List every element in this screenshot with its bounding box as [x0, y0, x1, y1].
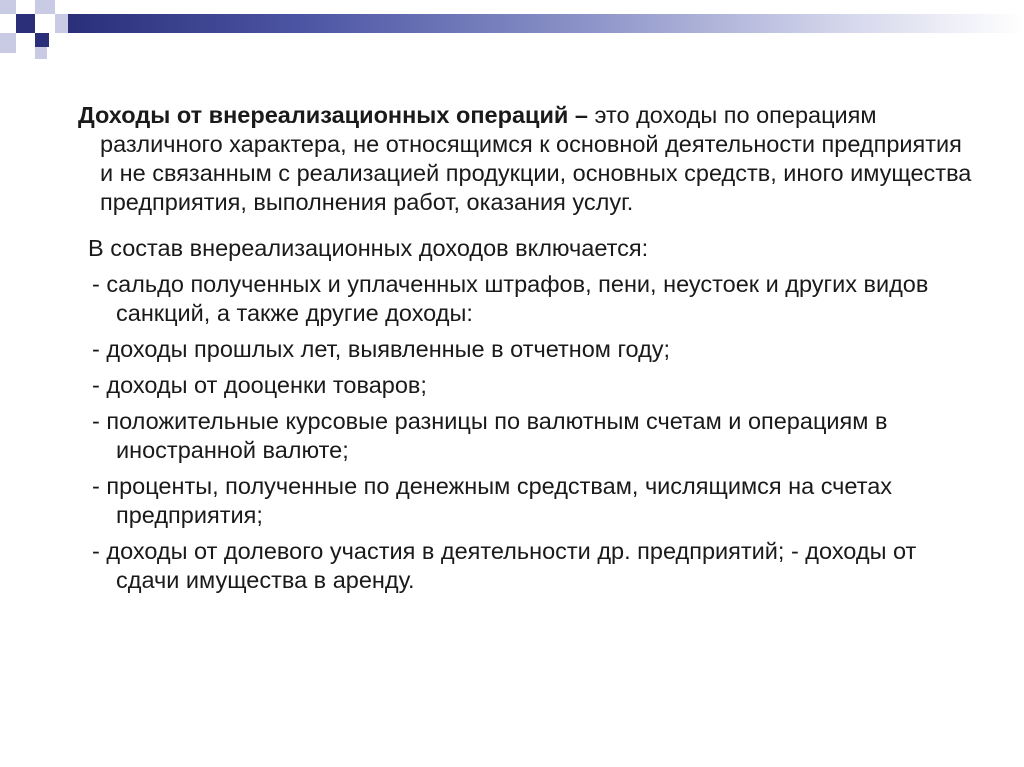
decor-square-light-3: [0, 33, 16, 53]
header-decoration: [0, 0, 1024, 70]
list-item: - положительные курсовые разницы по валютным счетам и операциям в иностранной валюте;: [92, 408, 888, 463]
list-item: - доходы прошлых лет, выявленные в отчетном году;: [92, 336, 671, 362]
list-item: - сальдо полученных и уплаченных штрафов, пени, неустоек и других видов санкций, а также другие доходы:: [92, 271, 929, 326]
list-item: - доходы от долевого участия в деятельности др. предприятий; - доходы от сдачи имущества в аренду.: [92, 538, 917, 593]
decor-square-light-4: [55, 14, 68, 33]
decor-square-dark-2: [35, 33, 49, 47]
slide-body: [78, 101, 978, 595]
list-item: - доходы от дооценки товаров;: [92, 372, 427, 398]
decor-square-light-2: [35, 0, 55, 14]
decor-square-light-1: [0, 0, 16, 14]
definition-text: это доходы по операциям различного характера, не относящимся к основной деятельности предприятия и не связанным с реализацией продукции, основных средств, иного имущества предприятия, выполнения работ, оказания услуг.: [100, 102, 972, 215]
definition-paragraph: [78, 101, 978, 217]
header-gradient-bar: [68, 14, 1024, 33]
decor-square-light-5: [35, 47, 47, 59]
definition-term: Доходы от внереализационных операций: [78, 102, 569, 128]
definition-dash: –: [568, 102, 595, 128]
decor-square-dark-1: [16, 14, 35, 33]
list-item: - проценты, полученные по денежным средствам, числящимся на счетах предприятия;: [92, 473, 893, 528]
list-intro: В состав внереализационных доходов включается:: [88, 235, 649, 261]
